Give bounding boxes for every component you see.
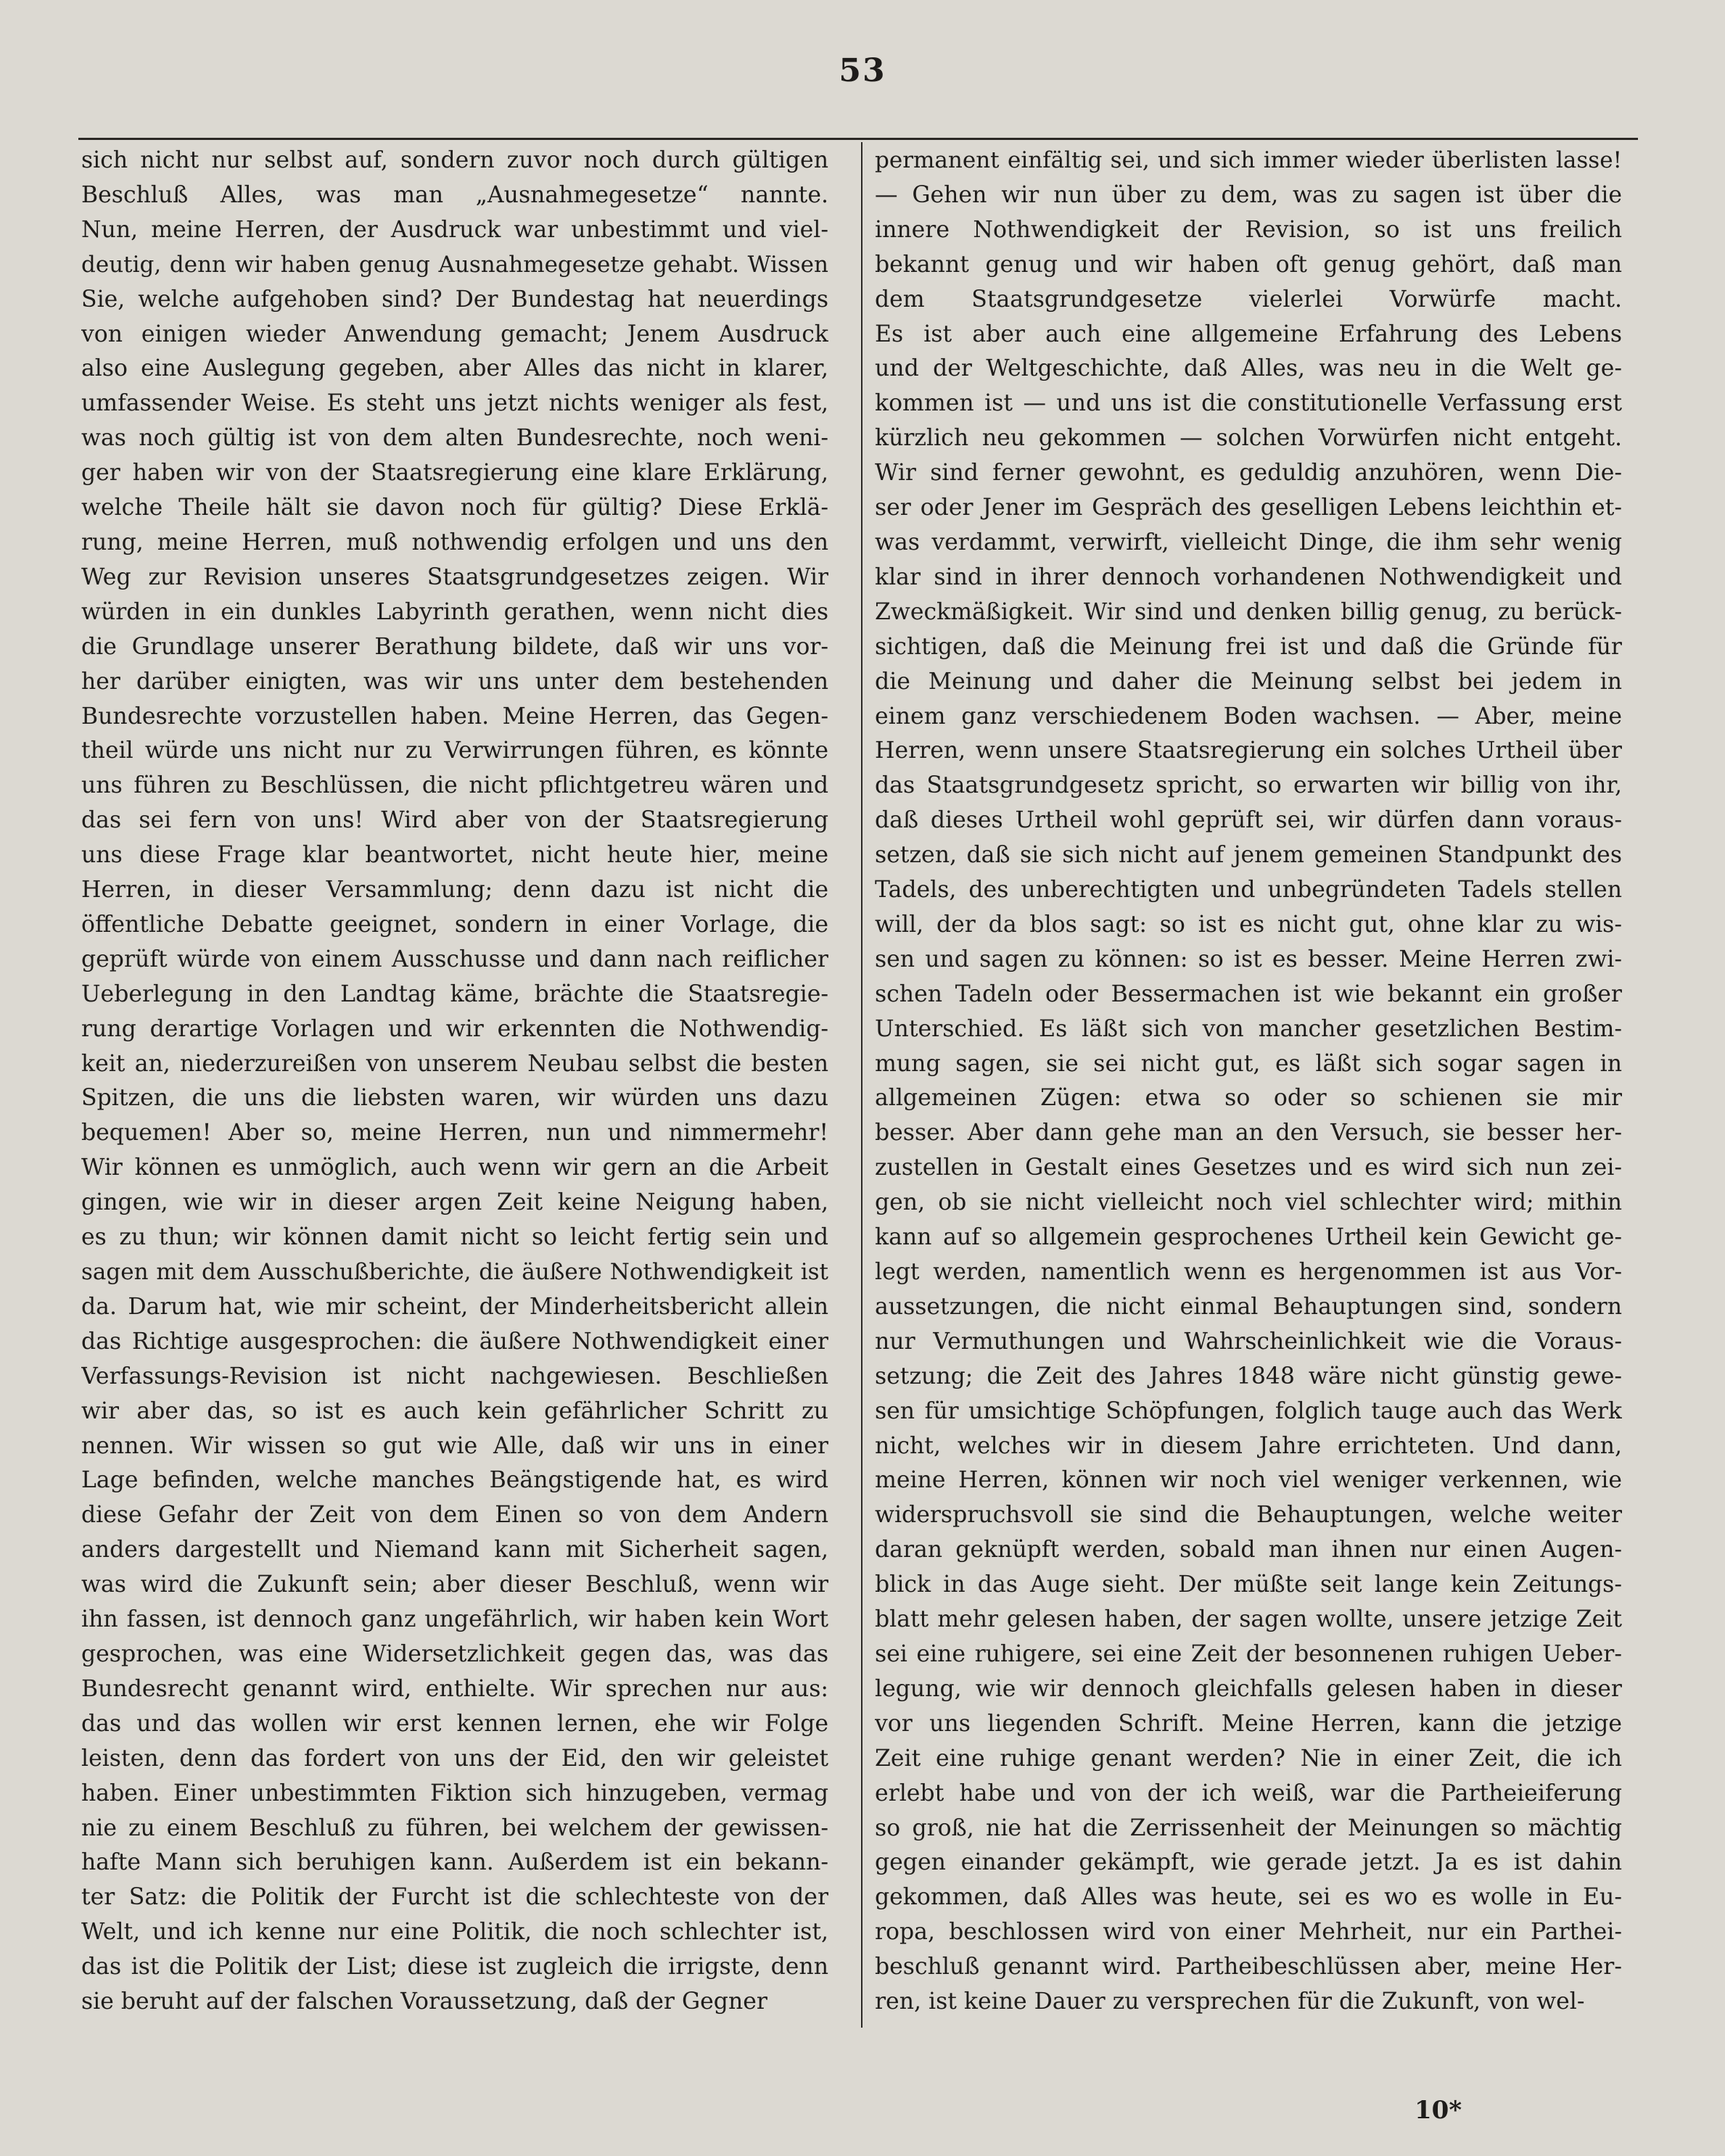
text-line: Tadels, des unberechtigten und unbegründeten Tadels stellen	[875, 877, 1622, 904]
text-line: diese Gefahr der Zeit von dem Einen so von dem Andern	[81, 1502, 828, 1529]
text-line: Wir können es unmöglich, auch wenn wir gern an die Arbeit	[81, 1155, 828, 1181]
text-line: das ist die Politik der List; diese ist zugleich die irrigste, denn	[81, 1954, 828, 1981]
text-line: das Staatsgrundgesetz spricht, so erwarten wir billig von ihr,	[875, 772, 1622, 799]
text-line: setzung; die Zeit des Jahres 1848 wäre nicht günstig gewe-	[875, 1363, 1622, 1389]
text-line: Verfassungs-Revision ist nicht nachgewiesen. Beschließen	[81, 1363, 828, 1389]
text-line: besser. Aber dann gehe man an den Versuch, sie besser her-	[875, 1120, 1622, 1147]
text-line: daran geknüpft werden, sobald man ihnen nur einen Augen-	[875, 1537, 1622, 1564]
text-line: das sei fern von uns! Wird aber von der Staatsregierung	[81, 807, 828, 834]
text-line: Bundesrecht genannt wird, enthielte. Wir sprechen nur aus:	[81, 1675, 828, 1702]
text-line: die Grundlage unserer Berathung bildete, daß wir uns vor-	[81, 633, 828, 660]
text-line: Zeit eine ruhige genant werden? Nie in einer Zeit, die ich	[875, 1745, 1622, 1772]
text-line: gesprochen, was eine Widersetzlichkeit gegen das, was das	[81, 1640, 828, 1667]
text-line: legt werden, namentlich wenn es hergenommen ist aus Vor-	[875, 1259, 1622, 1285]
left-column	[81, 144, 828, 2020]
text-line: Bundesrechte vorzustellen haben. Meine Herren, das Gegen-	[81, 703, 828, 730]
text-line: umfassender Weise. Es steht uns jetzt nichts weniger als fest,	[81, 390, 828, 417]
text-line: gegen einander gekämpft, wie gerade jetzt. Ja es ist dahin	[875, 1849, 1622, 1876]
right-column	[875, 144, 1622, 2020]
text-line: das Richtige ausgesprochen: die äußere Nothwendigkeit einer	[81, 1328, 828, 1355]
signature-mark: 10*	[1415, 2096, 1462, 2125]
text-line: permanent einfältig sei, und sich immer wieder überlisten lasse!	[875, 147, 1622, 173]
text-line: Sie, welche aufgehoben sind? Der Bundestag hat neuerdings	[81, 286, 828, 313]
text-line: einem ganz verschiedenem Boden wachsen. — Aber, meine	[875, 703, 1622, 730]
text-line: was verdammt, verwirft, vielleicht Dinge, die ihm sehr wenig	[875, 529, 1622, 555]
text-line: mung sagen, sie sei nicht gut, es läßt sich sogar sagen in	[875, 1050, 1622, 1077]
column-divider	[861, 142, 862, 2028]
text-line: es zu thun; wir können damit nicht so leicht fertig sein und	[81, 1224, 828, 1251]
text-line: Lage befinden, welche manches Beängstigende hat, es wird	[81, 1467, 828, 1494]
text-line: Nun, meine Herren, der Ausdruck war unbestimmt und viel-	[81, 216, 828, 243]
text-line: her darüber einigten, was wir uns unter dem bestehenden	[81, 668, 828, 695]
text-line: bequemen! Aber so, meine Herren, nun und nimmermehr!	[81, 1120, 828, 1147]
text-line: sich nicht nur selbst auf, sondern zuvor noch durch gültigen	[81, 147, 828, 173]
text-line: erlebt habe und von der ich weiß, war die Partheieiferung	[875, 1780, 1622, 1806]
text-line: was noch gültig ist von dem alten Bundesrechte, noch weni-	[81, 425, 828, 452]
text-line: blick in das Auge sieht. Der müßte seit lange kein Zeitungs-	[875, 1571, 1622, 1598]
text-line: uns führen zu Beschlüssen, die nicht pflichtgetreu wären und	[81, 772, 828, 799]
text-line: hafte Mann sich beruhigen kann. Außerdem ist ein bekann-	[81, 1849, 828, 1876]
text-line: aussetzungen, die nicht einmal Behauptungen sind, sondern	[875, 1293, 1622, 1320]
text-line: sichtigen, daß die Meinung frei ist und daß die Gründe für	[875, 633, 1622, 660]
text-line: ren, ist keine Dauer zu versprechen für die Zukunft, von wel-	[875, 1988, 1585, 2015]
text-line: da. Darum hat, wie mir scheint, der Minderheitsbericht allein	[81, 1293, 828, 1320]
text-line: kürzlich neu gekommen — solchen Vorwürfen nicht entgeht.	[875, 425, 1622, 452]
text-line: deutig, denn wir haben genug Ausnahmegesetze gehabt. Wissen	[81, 251, 828, 278]
text-line: leisten, denn das fordert von uns der Eid, den wir geleistet	[81, 1745, 828, 1772]
text-line: ter Satz: die Politik der Furcht ist die schlechteste von der	[81, 1884, 828, 1911]
text-line: Zweckmäßigkeit. Wir sind und denken billig genug, zu berück-	[875, 598, 1622, 625]
text-line: Welt, und ich kenne nur eine Politik, die noch schlechter ist,	[81, 1919, 828, 1946]
text-line: kommen ist — und uns ist die constitutionelle Verfassung erst	[875, 390, 1622, 417]
text-line: zustellen in Gestalt eines Gesetzes und es wird sich nun zei-	[875, 1155, 1622, 1181]
text-line: vor uns liegenden Schrift. Meine Herren, kann die jetzige	[875, 1710, 1622, 1737]
text-line: öffentliche Debatte geeignet, sondern in einer Vorlage, die	[81, 911, 828, 938]
text-line: die Meinung und daher die Meinung selbst bei jedem in	[875, 668, 1622, 695]
text-line: uns diese Frage klar beantwortet, nicht heute hier, meine	[81, 842, 828, 869]
text-line: will, der da blos sagt: so ist es nicht gut, ohne klar zu wis-	[875, 911, 1622, 938]
text-line: das und das wollen wir erst kennen lernen, ehe wir Folge	[81, 1710, 828, 1737]
text-line: ropa, beschlossen wird von einer Mehrheit, nur ein Parthei-	[875, 1919, 1622, 1946]
text-line: also eine Auslegung gegeben, aber Alles das nicht in klarer,	[81, 355, 828, 382]
text-line: wir aber das, so ist es auch kein gefährlicher Schritt zu	[81, 1397, 828, 1424]
text-line: nicht, welches wir in diesem Jahre errichteten. Und dann,	[875, 1432, 1622, 1459]
text-line: gen, ob sie nicht vielleicht noch viel schlechter wird; mithin	[875, 1189, 1622, 1216]
text-line: daß dieses Urtheil wohl geprüft sei, wir dürfen dann voraus-	[875, 807, 1622, 834]
text-line: keit an, niederzureißen von unserem Neubau selbst die besten	[81, 1050, 828, 1077]
text-line: Unterschied. Es läßt sich von mancher gesetzlichen Bestim-	[875, 1015, 1622, 1042]
text-line: sen für umsichtige Schöpfungen, folglich tauge auch das Werk	[875, 1397, 1622, 1424]
text-line: sie beruht auf der falschen Voraussetzung, daß der Gegner	[81, 1988, 767, 2015]
text-line: sei eine ruhigere, sei eine Zeit der besonnenen ruhigen Ueber-	[875, 1640, 1622, 1667]
text-line: so groß, nie hat die Zerrissenheit der Meinungen so mächtig	[875, 1814, 1622, 1841]
text-line: theil würde uns nicht nur zu Verwirrungen führen, es könnte	[81, 738, 828, 764]
text-line: blatt mehr gelesen haben, der sagen wollte, unsere jetzige Zeit	[875, 1606, 1622, 1633]
text-line: gingen, wie wir in dieser argen Zeit keine Neigung haben,	[81, 1189, 828, 1216]
text-line: kann auf so allgemein gesprochenes Urtheil kein Gewicht ge-	[875, 1224, 1622, 1251]
header-rule	[78, 138, 1638, 140]
text-line: setzen, daß sie sich nicht auf jenem gemeinen Standpunkt des	[875, 842, 1622, 869]
text-line: welche Theile hält sie davon noch für gültig? Diese Erklä-	[81, 495, 828, 521]
text-line: Herren, in dieser Versammlung; denn dazu ist nicht die	[81, 877, 828, 904]
text-line: — Gehen wir nun über zu dem, was zu sagen ist über die	[875, 181, 1622, 208]
text-line: Wir sind ferner gewohnt, es geduldig anzuhören, wenn Die-	[875, 460, 1622, 487]
text-line: nur Vermuthungen und Wahrscheinlichkeit wie die Voraus-	[875, 1328, 1622, 1355]
text-line: anders dargestellt und Niemand kann mit Sicherheit sagen,	[81, 1537, 828, 1564]
text-line: Herren, wenn unsere Staatsregierung ein solches Urtheil über	[875, 738, 1622, 764]
text-line: allgemeinen Zügen: etwa so oder so schienen sie mir	[875, 1085, 1622, 1112]
page-number: 53	[839, 52, 886, 89]
text-line: gekommen, daß Alles was heute, sei es wo es wolle in Eu-	[875, 1884, 1622, 1911]
text-line: innere Nothwendigkeit der Revision, so ist uns freilich	[875, 216, 1622, 243]
text-line: von einigen wieder Anwendung gemacht; Jenem Ausdruck	[81, 321, 828, 347]
text-line: und der Weltgeschichte, daß Alles, was neu in die Welt ge-	[875, 355, 1622, 382]
text-line: schen Tadeln oder Bessermachen ist wie bekannt ein großer	[875, 980, 1622, 1007]
text-line: ser oder Jener im Gespräch des geselligen Lebens leichthin et-	[875, 495, 1622, 521]
text-line: Weg zur Revision unseres Staatsgrundgesetzes zeigen. Wir	[81, 563, 828, 590]
text-line: legung, wie wir dennoch gleichfalls gelesen haben in dieser	[875, 1675, 1622, 1702]
text-line: geprüft würde von einem Ausschusse und dann nach reiflicher	[81, 946, 828, 972]
text-line: nennen. Wir wissen so gut wie Alle, daß wir uns in einer	[81, 1432, 828, 1459]
text-line: Es ist aber auch eine allgemeine Erfahrung des Lebens	[875, 321, 1622, 347]
text-line: sagen mit dem Ausschußberichte, die äußere Nothwendigkeit ist	[81, 1259, 828, 1285]
text-line: was wird die Zukunft sein; aber dieser Beschluß, wenn wir	[81, 1571, 828, 1598]
text-line: meine Herren, können wir noch viel weniger verkennen, wie	[875, 1467, 1622, 1494]
text-line: rung derartige Vorlagen und wir erkennten die Nothwendig-	[81, 1015, 828, 1042]
text-line: bekannt genug und wir haben oft genug gehört, daß man	[875, 251, 1622, 278]
text-line: widerspruchsvoll sie sind die Behauptungen, welche weiter	[875, 1502, 1622, 1529]
text-line: nie zu einem Beschluß zu führen, bei welchem der gewissen-	[81, 1814, 828, 1841]
text-line: ger haben wir von der Staatsregierung eine klare Erklärung,	[81, 460, 828, 487]
text-line: rung, meine Herren, muß nothwendig erfolgen und uns den	[81, 529, 828, 555]
text-line: haben. Einer unbestimmten Fiktion sich hinzugeben, vermag	[81, 1780, 828, 1806]
text-line: würden in ein dunkles Labyrinth gerathen, wenn nicht dies	[81, 598, 828, 625]
text-line: klar sind in ihrer dennoch vorhandenen Nothwendigkeit und	[875, 563, 1622, 590]
text-line: beschluß genannt wird. Partheibeschlüssen aber, meine Her-	[875, 1954, 1622, 1981]
text-line: ihn fassen, ist dennoch ganz ungefährlich, wir haben kein Wort	[81, 1606, 828, 1633]
text-line: dem Staatsgrundgesetze vielerlei Vorwürfe macht.	[875, 286, 1622, 313]
text-line: Beschluß Alles, was man „Ausnahmegesetze“ nannte.	[81, 181, 828, 208]
text-line: Spitzen, die uns die liebsten waren, wir würden uns dazu	[81, 1085, 828, 1112]
text-line: sen und sagen zu können: so ist es besser. Meine Herren zwi-	[875, 946, 1622, 972]
text-line: Ueberlegung in den Landtag käme, brächte die Staatsregie-	[81, 980, 828, 1007]
